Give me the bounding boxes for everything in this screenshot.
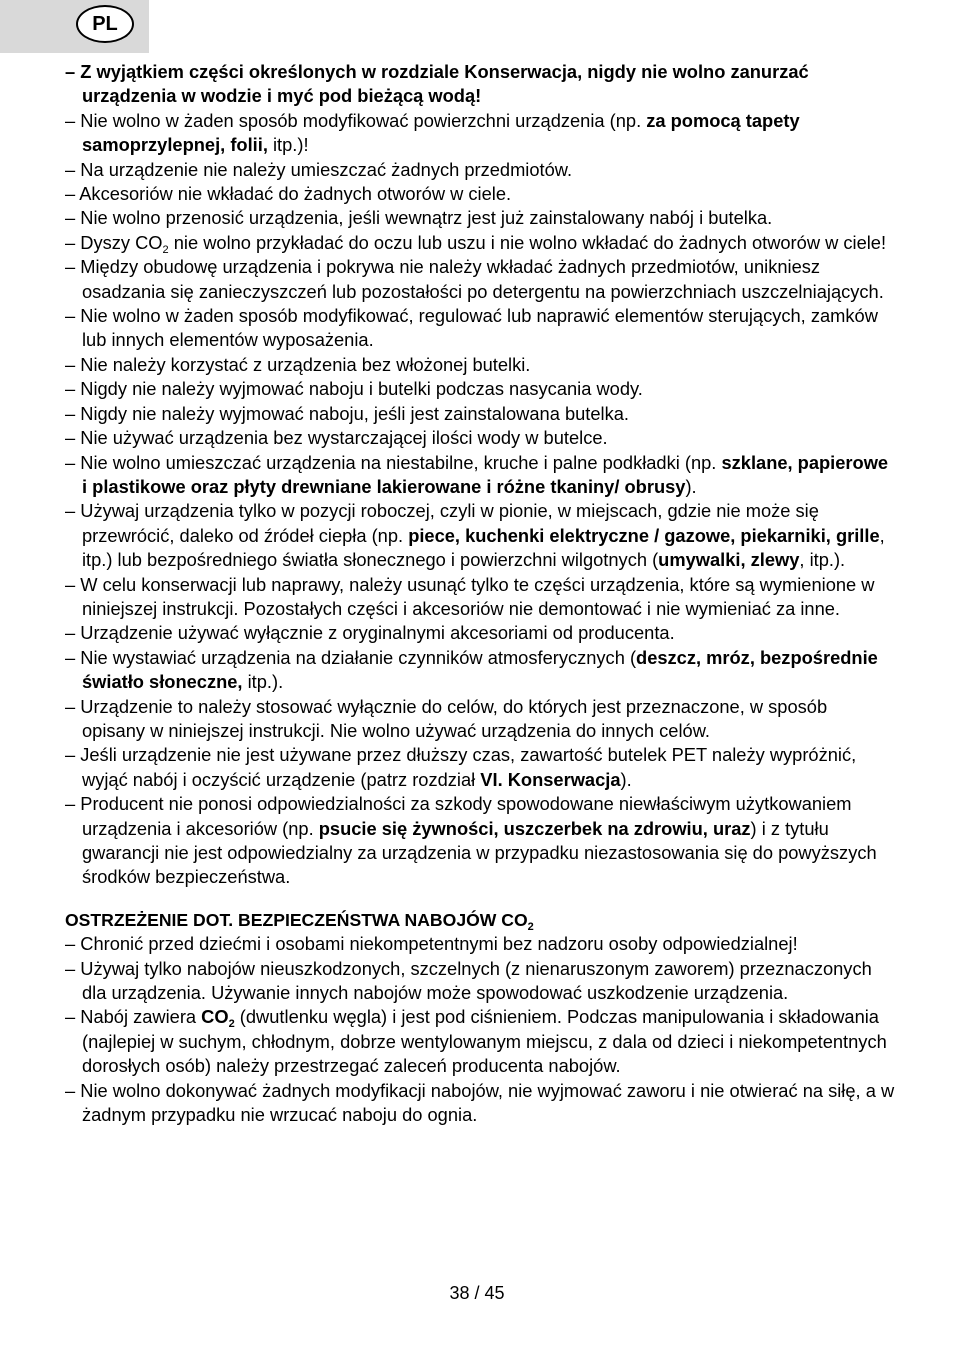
list-item-text: – Akcesoriów nie wkładać do żadnych otworów w ciele. xyxy=(65,183,512,205)
list-item-text: 2 xyxy=(228,1018,235,1031)
language-badge: PL xyxy=(76,5,134,43)
list-item-text: itp.)! xyxy=(267,134,309,156)
list-item-text: – Nie wolno umieszczać urządzenia na niestabilne, kruche i palne podkładki (np. xyxy=(65,451,722,473)
list-item-text: – Nigdy nie należy wyjmować naboju, jeśli jest zainstalowana butelka. xyxy=(65,402,629,424)
list-item-text: – Nie należy korzystać z urządzenia bez włożonej butelki. xyxy=(65,353,531,375)
list-item-text: – Chronić przed dziećmi i osobami niekompetentnymi bez nadzoru osoby odpowiedzialnej! xyxy=(65,933,798,955)
list-item-text: deszcz, mróz, bezpośrednie światło słoneczne, xyxy=(82,646,878,693)
list-item-text: – Urządzenie używać wyłącznie z oryginalnymi akcesoriami od producenta. xyxy=(65,622,675,644)
list-item-text: – Nabój zawiera xyxy=(65,1006,202,1028)
list-item-text: CO xyxy=(201,1006,229,1028)
co2-warning-heading: OSTRZEŻENIE DOT. BEZPIECZEŃSTWA NABOJÓW $CO_2$ xyxy=(65,909,534,933)
list-item-text: umywalki, zlewy xyxy=(658,549,800,571)
list-item xyxy=(65,1079,895,1128)
list-item xyxy=(65,573,895,622)
list-item xyxy=(65,426,895,450)
list-item-text: VI. Konserwacja xyxy=(480,768,621,790)
list-item-text: – Nie używać urządzenia bez wystarczającej ilości wody w butelce. xyxy=(65,427,608,449)
list-item xyxy=(65,957,895,1006)
list-item-text: – Z wyjątkiem części określonych w rozdziale Konserwacja, nigdy nie wolno zanurzać urządzenia w wodzie i myć pod bieżącą wodą! xyxy=(65,61,809,107)
list-item xyxy=(65,792,895,890)
list-item-text: , itp.) lub bezpośredniego światła słonecznego i powierzchni wilgotnych ( xyxy=(82,524,885,571)
list-item xyxy=(65,231,895,255)
list-item-text: – Używaj urządzenia tylko w pozycji roboczej, czyli w pionie, w miejscach, gdzie nie może się przewrócić, daleko od źródeł ciepła (np. xyxy=(65,500,819,546)
list-item-text: – Nigdy nie należy wyjmować naboju i butelki podczas nasycania wody. xyxy=(65,378,643,400)
list-item-text: za pomocą tapety samoprzylepnej, folii, xyxy=(82,109,800,156)
list-item-text: ). xyxy=(620,768,632,790)
list-item-text: ) i z tytułu gwarancji nie jest odpowiedzialny za urządzenia w przypadku niezastosowania się do powyższych środków bezpieczeństwa. xyxy=(82,817,877,888)
list-item-text: – Nie wolno w żaden sposób modyfikować powierzchni urządzenia (np. xyxy=(65,109,647,131)
language-tab xyxy=(0,0,149,53)
list-item-text: (dwutlenku węgla) i jest pod ciśnieniem. Podczas manipulowania i składowania (najlepiej w suchym, chłodnym, dobrze wentylowanym miejscu, z dala od dzieci i niekompetentnych dorosłych osób) należy przestrzegać zaleceń producenta nabojów. xyxy=(82,1006,887,1077)
list-item-text: szklane, papierowe i plastikowe oraz płyty drewniane lakierowane i różne tkaniny/ obrusy xyxy=(82,451,889,497)
list-item-text: – W celu konserwacji lub naprawy, należy usunąć tylko te części urządzenia, które są wymienione w niniejszej instrukcji. Pozostałych części i akcesoriów nie demontować i nie wymieniać za inne. xyxy=(65,573,875,619)
list-item xyxy=(65,182,895,206)
list-item xyxy=(65,60,895,109)
safety-instructions xyxy=(65,60,895,1127)
list-item xyxy=(65,109,895,158)
co2-safety-list xyxy=(65,932,895,1127)
list-item xyxy=(65,695,895,744)
list-item-text: – Nie wolno w żaden sposób modyfikować, regulować lub naprawić elementów sterujących, zamków lub innych elementów wyposażenia. xyxy=(65,305,878,351)
list-item xyxy=(65,1005,895,1078)
list-item-text: ). xyxy=(685,475,697,497)
list-item-text: – Używaj tylko nabojów nieuszkodzonych, szczelnych (z nienaruszonym zaworem) przeznaczonych dla urządzenia. Używanie innych nabojów może spowodować uszkodzenie urządzenia. xyxy=(65,957,872,1004)
list-item xyxy=(65,304,895,353)
general-safety-list xyxy=(65,60,895,890)
list-item-text: – Producent nie ponosi odpowiedzialności za szkody spowodowane niewłaściwym użytkowaniem urządzenia i akcesoriów (np. xyxy=(65,793,852,839)
page-number: 38 / 45 xyxy=(449,1283,505,1303)
list-item-text: – Urządzenie to należy stosować wyłącznie do celów, do których jest przeznaczone, w sposób opisany w niniejszej instrukcji. Nie wolno używać urządzenia do innych celów. xyxy=(65,695,828,741)
list-item xyxy=(65,158,895,182)
list-item-text: – Nie wolno dokonywać żadnych modyfikacji nabojów, nie wyjmować zaworu i nie otwierać na siłę, a w żadnym przypadku nie wrzucać naboju do ognia. xyxy=(65,1079,895,1126)
list-item xyxy=(65,932,895,956)
list-item-text: – Jeśli urządzenie nie jest używane przez dłuższy czas, zawartość butelek PET należy wypróżnić, wyjąć nabój i oczyścić urządzenie (patrz rozdział xyxy=(65,744,857,790)
list-item-text: piece, kuchenki elektryczne / gazowe, piekarniki, grille xyxy=(408,524,880,546)
list-item-text: nie wolno przykładać do oczu lub uszu i nie wolno wkładać do żadnych otworów w ciele! xyxy=(168,231,887,253)
list-item-text: – Między obudowę urządzenia i pokrywa nie należy wkładać żadnych przedmiotów, unikniesz osadzania się zanieczyszczeń lub pozostałości po detergentu na powierzchniach uszczelniających. xyxy=(65,256,884,302)
list-item xyxy=(65,621,895,645)
list-item xyxy=(65,206,895,230)
list-item xyxy=(65,255,895,304)
list-item xyxy=(65,646,895,695)
list-item-text: itp.). xyxy=(242,671,284,693)
list-item xyxy=(65,451,895,500)
list-item-text: 2 xyxy=(162,243,169,256)
list-item xyxy=(65,499,895,572)
list-item-text: – Nie wolno przenosić urządzenia, jeśli wewnątrz jest już zainstalowany nabój i butelka. xyxy=(65,207,773,229)
list-item-text: psucie się żywności, uszczerbek na zdrowiu, uraz xyxy=(318,817,751,839)
list-item-text: – Nie wystawiać urządzenia na działanie czynników atmosferycznych ( xyxy=(65,646,637,668)
list-item xyxy=(65,743,895,792)
list-item-text: , itp.). xyxy=(799,549,846,571)
list-item-text: – Na urządzenie nie należy umieszczać żadnych przedmiotów. xyxy=(65,158,573,180)
list-item-text: – Dyszy CO xyxy=(65,231,163,253)
list-item xyxy=(65,377,895,401)
list-item xyxy=(65,353,895,377)
list-item xyxy=(65,402,895,426)
